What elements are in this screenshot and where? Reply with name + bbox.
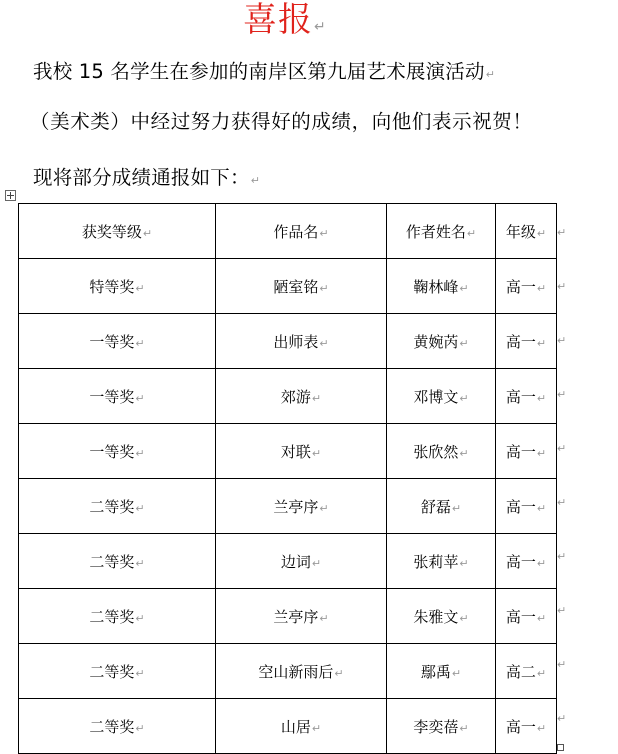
table-cell[interactable]: 山居↵ xyxy=(216,699,387,754)
paragraph-mark: ↵ xyxy=(314,19,327,35)
header-cell-level[interactable]: 获奖等级↵ xyxy=(19,204,216,259)
table-cell[interactable]: 出师表↵ xyxy=(216,314,387,369)
row-end-mark: ↵ xyxy=(557,280,567,293)
table-cell[interactable]: 高一↵ xyxy=(496,589,557,644)
table-cell[interactable]: 一等奖↵ xyxy=(19,369,216,424)
table-cell[interactable]: 高二↵ xyxy=(496,644,557,699)
paragraph-mark: ↵ xyxy=(485,68,496,81)
table-row xyxy=(19,589,557,644)
table-cell[interactable]: 郊游↵ xyxy=(216,369,387,424)
table-cell[interactable]: 鄢禹↵ xyxy=(387,644,496,699)
table-cell[interactable]: 二等奖↵ xyxy=(19,589,216,644)
table-row xyxy=(19,644,557,699)
row-end-mark: ↵ xyxy=(557,226,567,239)
row-end-mark: ↵ xyxy=(557,550,567,563)
row-end-mark: ↵ xyxy=(557,658,567,671)
body-paragraph-3: 现将部分成绩通报如下：↵ xyxy=(33,166,261,189)
body-paragraph-1: 我校 15 名学生在参加的南岸区第九届艺术展演活动↵ xyxy=(33,60,496,83)
table-cell[interactable]: 朱雅文↵ xyxy=(387,589,496,644)
table-cell[interactable]: 边词↵ xyxy=(216,534,387,589)
table-row xyxy=(19,424,557,479)
table-row xyxy=(19,259,557,314)
row-end-mark: ↵ xyxy=(557,442,567,455)
table-cell[interactable]: 高一↵ xyxy=(496,699,557,754)
row-end-mark: ↵ xyxy=(557,496,567,509)
table-cell[interactable]: 陋室铭↵ xyxy=(216,259,387,314)
table-cell[interactable]: 张莉苹↵ xyxy=(387,534,496,589)
move-table-icon[interactable] xyxy=(5,190,16,201)
table-cell[interactable]: 高一↵ xyxy=(496,369,557,424)
table-cell[interactable]: 特等奖↵ xyxy=(19,259,216,314)
table-cell[interactable]: 高一↵ xyxy=(496,479,557,534)
table-cell[interactable]: 空山新雨后↵ xyxy=(216,644,387,699)
table-cell[interactable]: 二等奖↵ xyxy=(19,644,216,699)
page-title: 喜报↵ xyxy=(243,0,327,40)
table-row xyxy=(19,479,557,534)
table-row xyxy=(19,699,557,754)
table-row xyxy=(19,534,557,589)
body-paragraph-2: （美术类）中经过努力获得好的成绩，向他们表示祝贺！ xyxy=(30,110,533,133)
table-cell[interactable]: 张欣然↵ xyxy=(387,424,496,479)
paragraph-mark: ↵ xyxy=(250,174,261,187)
table-cell[interactable]: 对联↵ xyxy=(216,424,387,479)
header-cell-work[interactable]: 作品名↵ xyxy=(216,204,387,259)
row-end-mark: ↵ xyxy=(557,712,567,725)
table-row xyxy=(19,314,557,369)
header-cell-author[interactable]: 作者姓名↵ xyxy=(387,204,496,259)
table-cell[interactable]: 一等奖↵ xyxy=(19,424,216,479)
table-cell[interactable]: 舒磊↵ xyxy=(387,479,496,534)
table-cell[interactable]: 高一↵ xyxy=(496,424,557,479)
row-end-mark: ↵ xyxy=(557,334,567,347)
table-row xyxy=(19,369,557,424)
award-table xyxy=(18,203,557,754)
table-header-row xyxy=(19,204,557,259)
table-cell[interactable]: 黄婉芮↵ xyxy=(387,314,496,369)
table-cell[interactable]: 邓博文↵ xyxy=(387,369,496,424)
table-cell[interactable]: 一等奖↵ xyxy=(19,314,216,369)
row-end-mark: ↵ xyxy=(557,388,567,401)
table-cell[interactable]: 二等奖↵ xyxy=(19,699,216,754)
table-cell[interactable]: 鞠林峰↵ xyxy=(387,259,496,314)
table-cell[interactable]: 高一↵ xyxy=(496,259,557,314)
table-cell[interactable]: 兰亭序↵ xyxy=(216,479,387,534)
table-cell[interactable]: 兰亭序↵ xyxy=(216,589,387,644)
table-cell[interactable]: 高一↵ xyxy=(496,534,557,589)
table-cell[interactable]: 高一↵ xyxy=(496,314,557,369)
table-cell[interactable]: 李奕蓓↵ xyxy=(387,699,496,754)
table-cell[interactable]: 二等奖↵ xyxy=(19,534,216,589)
row-end-mark: ↵ xyxy=(557,604,567,617)
header-cell-grade[interactable]: 年级↵ xyxy=(496,204,557,259)
table-cell[interactable]: 二等奖↵ xyxy=(19,479,216,534)
resize-table-icon[interactable] xyxy=(557,744,564,751)
